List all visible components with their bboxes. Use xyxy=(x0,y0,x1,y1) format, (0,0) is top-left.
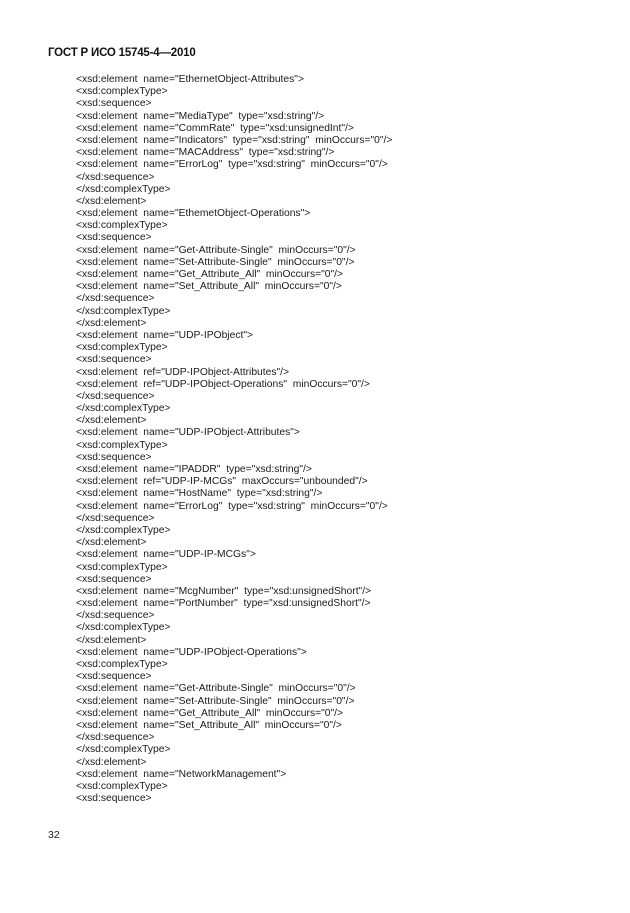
code-line: <xsd:sequence> xyxy=(76,573,152,585)
code-line: </xsd:element> xyxy=(76,756,147,768)
code-line: </xsd:complexType> xyxy=(76,524,171,536)
code-line: <xsd:sequence> xyxy=(76,232,152,244)
code-line: <xsd:complexType> xyxy=(76,659,168,670)
code-line: <xsd:element name="Set-Attribute-Single" minOccurs="0"/> xyxy=(76,695,355,707)
code-line: </xsd:sequence> xyxy=(76,390,155,402)
code-line: <xsd:element name="Get_Attribute_All" minOccurs="0"/> xyxy=(76,269,344,280)
code-line: <xsd:element name="HostName" type="xsd:string"/> xyxy=(76,488,323,500)
code-line: </xsd:sequence> xyxy=(76,610,155,622)
code-line: <xsd:element ref="UDP-IPObject-Attributes"/> xyxy=(76,366,290,378)
code-line: <xsd:element name="MediaType" type="xsd:string"/> xyxy=(76,110,325,122)
code-line: </xsd:element> xyxy=(76,317,147,329)
code-line: <xsd:element name="UDP-IP-MCGs"> xyxy=(76,549,256,561)
code-line: <xsd:element name="Get-Attribute-Single" minOccurs="0"/> xyxy=(76,244,356,256)
code-line: <xsd:element ref="UDP-IP-MCGs" maxOccurs="unbounded"/> xyxy=(76,476,368,488)
code-line: <xsd:sequence> xyxy=(76,793,152,805)
code-line: <xsd:element name="Set-Attribute-Single" minOccurs="0"/> xyxy=(76,256,355,268)
code-line: <xsd:element name="ErrorLog" type="xsd:string" minOccurs="0"/> xyxy=(76,159,388,171)
code-line: </xsd:element> xyxy=(76,415,147,427)
code-line: </xsd:sequence> xyxy=(76,293,155,305)
code-line: <xsd:element name="Set_Attribute_All" minOccurs="0"/> xyxy=(76,719,342,731)
code-line: <xsd:element name="CommRate" type="xsd:unsignedInt"/> xyxy=(76,122,354,134)
code-line: <xsd:complexType> xyxy=(76,342,168,354)
code-line: <xsd:element name="EthemetObject-Operations"> xyxy=(76,208,311,220)
code-line: <xsd:element name="PortNumber" type="xsd:unsignedShort"/> xyxy=(76,598,371,610)
code-line: <xsd:sequence> xyxy=(76,354,152,366)
code-line: <xsd:complexType> xyxy=(76,780,168,792)
code-line: </xsd:complexType> xyxy=(76,403,171,415)
code-line: <xsd:sequence> xyxy=(76,671,152,683)
code-line: </xsd:complexType> xyxy=(76,183,171,195)
code-line: <xsd:element name="EthernetObject-Attributes"> xyxy=(76,74,304,85)
code-line: <xsd:element name="Get-Attribute-Single" minOccurs="0"/> xyxy=(76,683,356,695)
document-header: ГОСТ Р ИСО 15745-4—2010 xyxy=(48,47,196,59)
code-line: <xsd:element name="UDP-IPObject"> xyxy=(76,329,254,341)
page-number: 32 xyxy=(48,829,60,841)
code-line: <xsd:complexType> xyxy=(76,220,168,232)
code-line: </xsd:complexType> xyxy=(76,305,171,317)
code-line: <xsd:complexType> xyxy=(76,86,168,98)
code-line: <xsd:sequence> xyxy=(76,98,152,110)
code-line: <xsd:element name="ErrorLog" type="xsd:string" minOccurs="0"/> xyxy=(76,500,388,512)
code-line: <xsd:sequence> xyxy=(76,451,152,463)
code-line: <xsd:element name="Set_Attribute_All" minOccurs="0"/> xyxy=(76,281,342,293)
code-line: </xsd:element> xyxy=(76,634,147,646)
code-line: <xsd:element name="MACAddress" type="xsd:string"/> xyxy=(76,147,335,159)
code-line: <xsd:element name="NetworkManagement"> xyxy=(76,768,287,780)
code-line: </xsd:sequence> xyxy=(76,512,155,524)
code-line: </xsd:element> xyxy=(76,537,147,549)
code-line: <xsd:element name="UDP-IPObject-Attributes"> xyxy=(76,427,300,439)
code-line: <xsd:complexType> xyxy=(76,561,168,573)
code-line: <xsd:element name="McgNumber" type="xsd:unsignedShort"/> xyxy=(76,585,372,597)
code-line: </xsd:complexType> xyxy=(76,622,171,634)
code-line: <xsd:element name="UDP-IPObject-Operations"> xyxy=(76,646,307,658)
code-line: </xsd:sequence> xyxy=(76,171,155,183)
code-line: <xsd:element name="Get_Attribute_All" minOccurs="0"/> xyxy=(76,707,344,719)
code-line: <xsd:complexType> xyxy=(76,439,168,451)
xsd-code-listing xyxy=(76,74,392,805)
code-line: <xsd:element name="Indicators" type="xsd:string" minOccurs="0"/> xyxy=(76,134,393,146)
code-line: </xsd:element> xyxy=(76,195,147,207)
code-line: </xsd:sequence> xyxy=(76,732,155,744)
code-line: <xsd:element name="IPADDR" type="xsd:string"/> xyxy=(76,464,312,475)
code-line: </xsd:complexType> xyxy=(76,744,171,756)
code-line: <xsd:element ref="UDP-IPObject-Operations" minOccurs="0"/> xyxy=(76,378,370,390)
